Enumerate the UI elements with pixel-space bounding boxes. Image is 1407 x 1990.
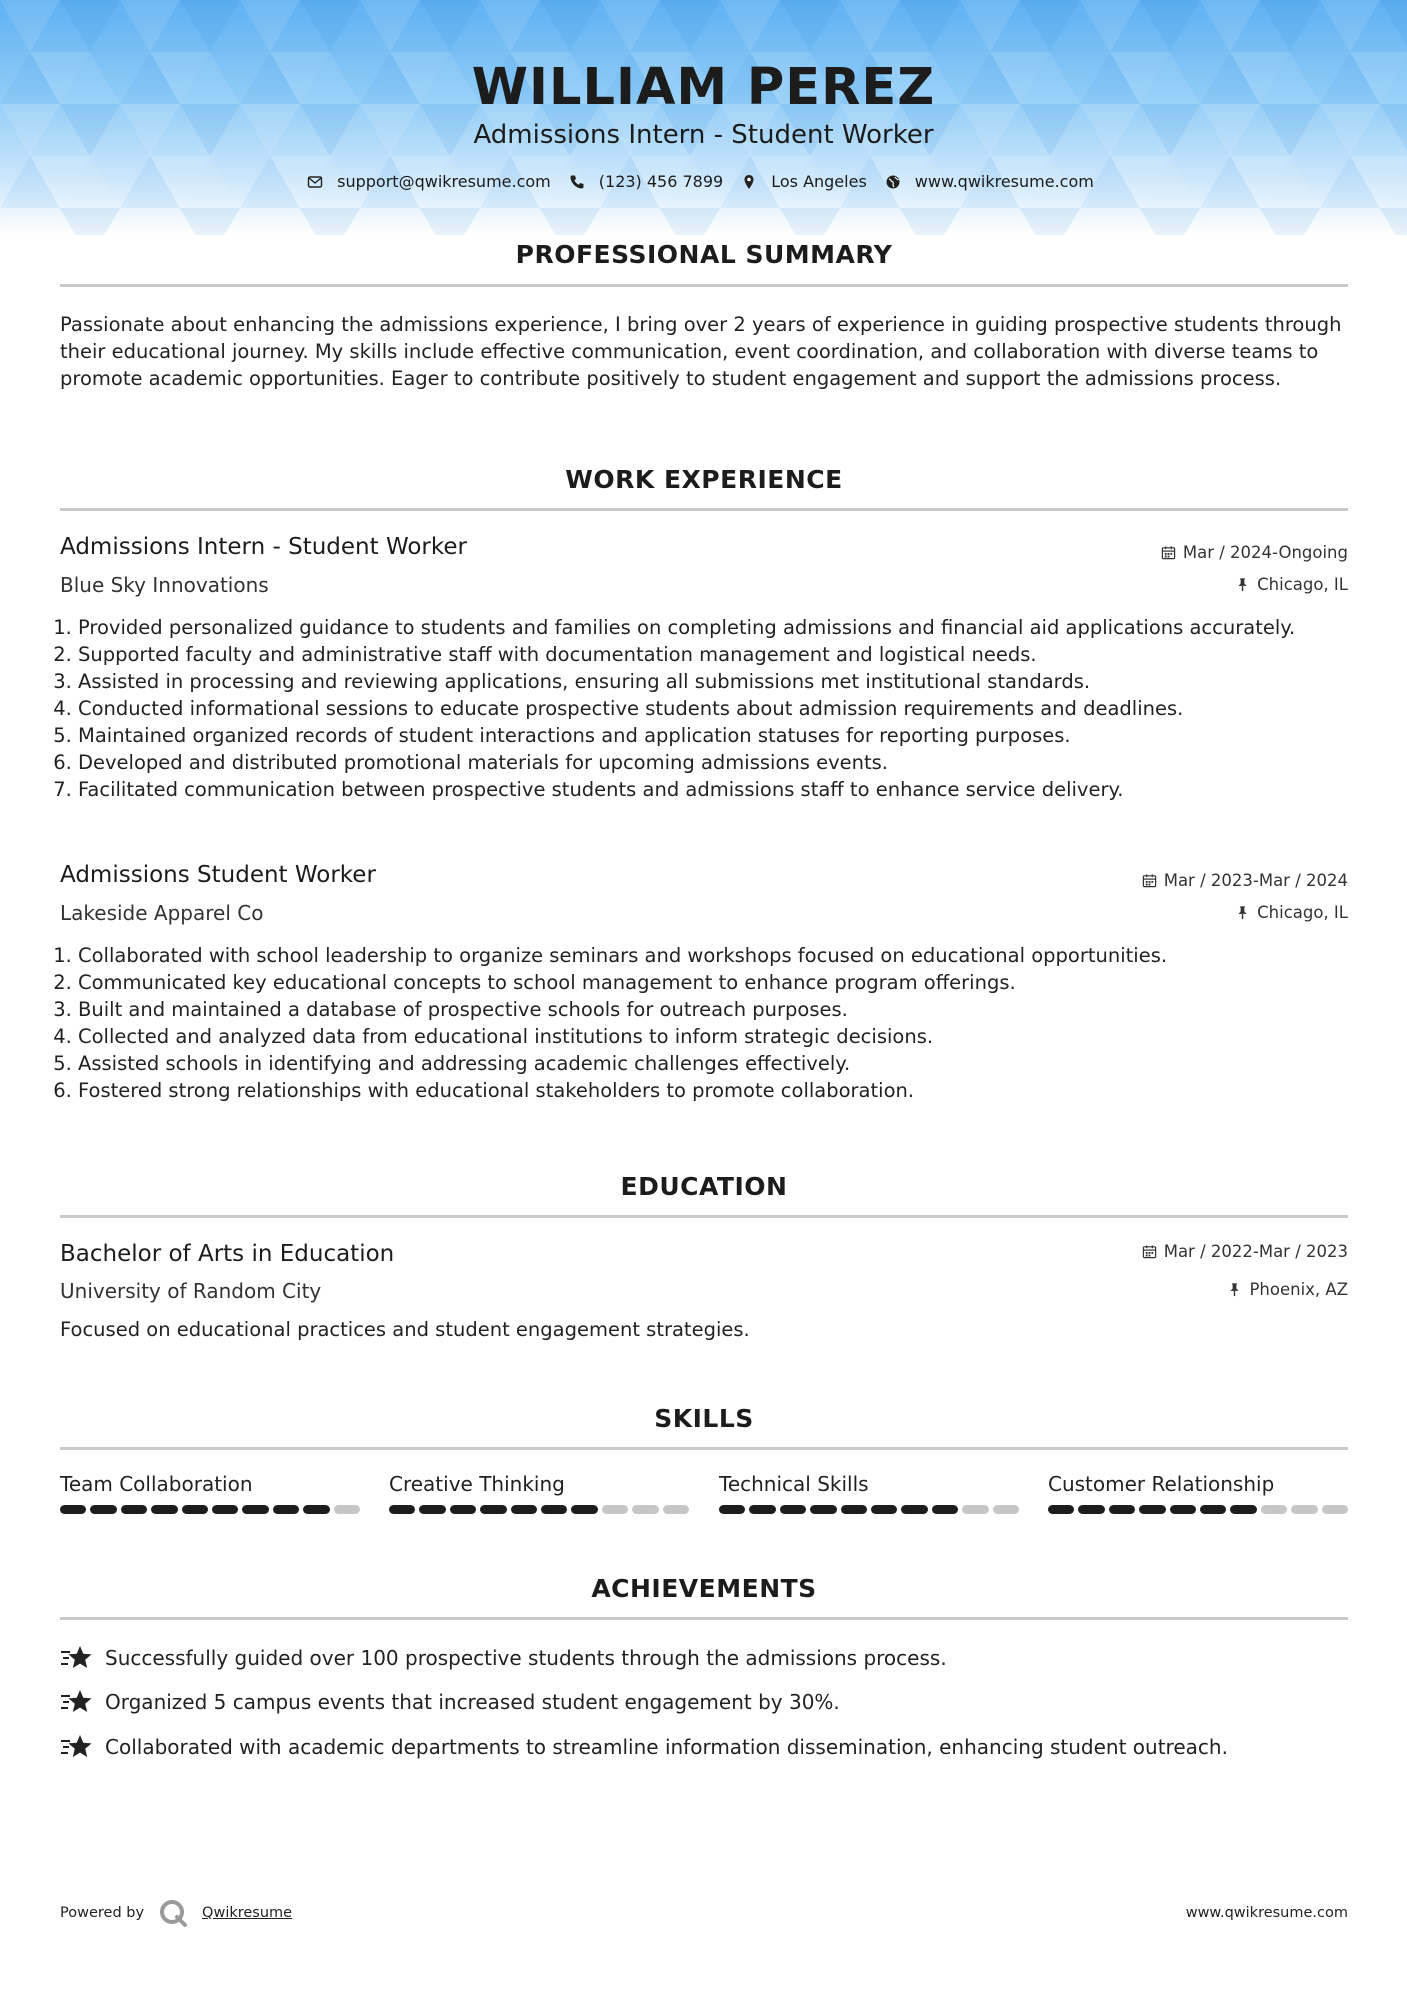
powered-by: [60, 1898, 292, 1928]
trophy-star-icon: [60, 1688, 93, 1716]
skill-segment-filled: [90, 1505, 116, 1514]
list-item: 7. Facilitated communication between prospective students and admissions staff to enhance service delivery.: [78, 776, 1338, 803]
job-company: Lakeside Apparel Co: [60, 901, 264, 925]
achievement-text: Collaborated with academic departments to streamline information dissemination, enhancing student outreach.: [105, 1735, 1228, 1759]
work-heading: WORK EXPERIENCE: [565, 465, 843, 494]
education-date: [1142, 1242, 1348, 1261]
skill-segment-empty: [1261, 1505, 1287, 1514]
list-item: 1. Collaborated with school leadership to organize seminars and workshops focused on educational opportunities.: [78, 942, 1338, 969]
summary-divider: [60, 284, 1348, 287]
list-item: 6. Fostered strong relationships with educational stakeholders to promote collaboration.: [78, 1077, 1338, 1104]
contact-location: [741, 172, 867, 191]
skill-segment-empty: [993, 1505, 1019, 1514]
list-item: 5. Maintained organized records of student interactions and application statuses for reporting purposes.: [78, 722, 1338, 749]
contact-phone-text: (123) 456 7899: [598, 172, 724, 191]
skill-segment-empty: [663, 1505, 689, 1514]
job-responsibilities: [60, 614, 1338, 803]
job-location: [1235, 575, 1348, 594]
summary-text: Passionate about enhancing the admissions experience, I bring over 2 years of experience in guiding prospective students through their educational journey. My skills include effective communication, event coordination, and collaboration with diverse teams to promote academic opportunities. Eager to contribute positively to student engagement and support the admissions process.: [60, 313, 1342, 390]
skill-segment-filled: [749, 1505, 775, 1514]
skill-segment-filled: [389, 1505, 415, 1514]
skill-meter: [719, 1505, 1019, 1514]
skill-segment-filled: [1230, 1505, 1256, 1514]
contact-email[interactable]: [307, 172, 551, 191]
job-location-text: Chicago, IL: [1257, 575, 1348, 594]
list-item: 4. Collected and analyzed data from educational institutions to inform strategic decisions.: [78, 1023, 1338, 1050]
skill-segment-filled: [151, 1505, 177, 1514]
education-description: Focused on educational practices and student engagement strategies.: [60, 1318, 750, 1341]
contact-location-text: Los Angeles: [771, 172, 867, 191]
list-item: 3. Assisted in processing and reviewing applications, ensuring all submissions met institutional standards.: [78, 668, 1338, 695]
skill-segment-filled: [212, 1505, 238, 1514]
skill-item: [389, 1472, 689, 1514]
job-location-text: Chicago, IL: [1257, 903, 1348, 922]
job-date: [1161, 543, 1348, 562]
skill-label: Creative Thinking: [389, 1472, 565, 1496]
trophy-star-icon: [60, 1733, 93, 1761]
skill-meter: [60, 1505, 360, 1514]
job-date-text: Mar / 2023-Mar / 2024: [1163, 871, 1348, 890]
skill-segment-filled: [182, 1505, 208, 1514]
skill-segment-filled: [871, 1505, 897, 1514]
skill-segment-filled: [901, 1505, 927, 1514]
qwikresume-logo-icon: [158, 1898, 188, 1928]
achievement-text: Successfully guided over 100 prospective students through the admissions process.: [105, 1646, 947, 1670]
skill-segment-filled: [1170, 1505, 1196, 1514]
skill-segment-filled: [1048, 1505, 1074, 1514]
map-pin-icon: [741, 174, 757, 190]
skill-item: [1048, 1472, 1348, 1514]
skill-segment-filled: [571, 1505, 597, 1514]
candidate-title: Admissions Intern - Student Worker: [473, 120, 934, 150]
skill-label: Technical Skills: [719, 1472, 869, 1496]
job-date: [1142, 871, 1348, 890]
skill-segment-filled: [810, 1505, 836, 1514]
skill-segment-empty: [632, 1505, 658, 1514]
skill-segment-filled: [480, 1505, 506, 1514]
skill-segment-empty: [1291, 1505, 1317, 1514]
candidate-name: WILLIAM PEREZ: [471, 58, 936, 117]
job-date-text: Mar / 2024-Ongoing: [1182, 543, 1348, 562]
calendar-icon: [1142, 873, 1157, 888]
header-banner: [0, 0, 1407, 235]
pushpin-icon: [1235, 905, 1250, 920]
trophy-star-icon: [60, 1644, 93, 1672]
skill-item: [719, 1472, 1019, 1514]
job-title: Admissions Intern - Student Worker: [60, 534, 467, 560]
list-item: 2. Supported faculty and administrative staff with documentation management and logistical needs.: [78, 641, 1338, 668]
pushpin-icon: [1235, 577, 1250, 592]
skill-segment-empty: [602, 1505, 628, 1514]
skill-segment-filled: [1200, 1505, 1226, 1514]
skill-segment-filled: [541, 1505, 567, 1514]
skill-segment-filled: [511, 1505, 537, 1514]
skill-segment-filled: [1109, 1505, 1135, 1514]
skill-label: Customer Relationship: [1048, 1472, 1275, 1496]
skill-segment-filled: [303, 1505, 329, 1514]
skill-segment-filled: [419, 1505, 445, 1514]
list-item: 2. Communicated key educational concepts to school management to enhance program offerings.: [78, 969, 1338, 996]
calendar-icon: [1142, 1244, 1157, 1259]
skill-label: Team Collaboration: [60, 1472, 253, 1496]
skill-segment-filled: [841, 1505, 867, 1514]
skill-segment-filled: [780, 1505, 806, 1514]
education-location-text: Phoenix, AZ: [1249, 1280, 1348, 1299]
skill-meter: [1048, 1505, 1348, 1514]
phone-icon: [569, 174, 585, 190]
skill-segment-filled: [1139, 1505, 1165, 1514]
footer-url[interactable]: www.qwikresume.com: [1185, 1905, 1348, 1921]
education-divider: [60, 1215, 1348, 1218]
envelope-icon: [307, 174, 323, 190]
achievement-item: [60, 1733, 1228, 1761]
job-company: Blue Sky Innovations: [60, 573, 269, 597]
job-responsibilities: [60, 942, 1338, 1104]
globe-icon: [885, 174, 901, 190]
education-location: [1227, 1280, 1348, 1299]
list-item: 6. Developed and distributed promotional materials for upcoming admissions events.: [78, 749, 1338, 776]
skill-segment-filled: [121, 1505, 147, 1514]
skill-segment-filled: [932, 1505, 958, 1514]
contact-phone[interactable]: [569, 172, 723, 191]
skill-segment-filled: [60, 1505, 86, 1514]
skill-segment-filled: [450, 1505, 476, 1514]
school-name: University of Random City: [60, 1279, 322, 1303]
skill-meter: [389, 1505, 689, 1514]
skill-segment-filled: [1078, 1505, 1104, 1514]
qwikresume-link[interactable]: Qwikresume: [202, 1905, 293, 1921]
job-location: [1235, 903, 1348, 922]
contact-website[interactable]: [885, 172, 1094, 191]
achievement-item: [60, 1688, 840, 1716]
list-item: 3. Built and maintained a database of prospective schools for outreach purposes.: [78, 996, 1338, 1023]
pushpin-icon: [1227, 1282, 1242, 1297]
list-item: 5. Assisted schools in identifying and addressing academic challenges effectively.: [78, 1050, 1338, 1077]
list-item: 4. Conducted informational sessions to educate prospective students about admission requirements and deadlines.: [78, 695, 1338, 722]
contact-email-text: support@qwikresume.com: [337, 172, 551, 191]
summary-heading: PROFESSIONAL SUMMARY: [515, 240, 893, 269]
education-heading: EDUCATION: [620, 1172, 788, 1201]
achievements-heading: ACHIEVEMENTS: [591, 1574, 817, 1603]
powered-by-label: Powered by: [60, 1905, 145, 1921]
skill-segment-filled: [242, 1505, 268, 1514]
skill-item: [60, 1472, 360, 1514]
skill-segment-empty: [1322, 1505, 1348, 1514]
calendar-icon: [1161, 545, 1176, 560]
skill-segment-filled: [719, 1505, 745, 1514]
education-date-text: Mar / 2022-Mar / 2023: [1163, 1242, 1348, 1261]
achievements-divider: [60, 1617, 1348, 1620]
achievement-item: [60, 1644, 947, 1672]
contact-website-text: www.qwikresume.com: [914, 172, 1094, 191]
skill-segment-filled: [273, 1505, 299, 1514]
skill-segment-empty: [334, 1505, 360, 1514]
work-divider: [60, 508, 1348, 511]
hexagon-pattern: [0, 0, 1407, 235]
skill-segment-empty: [962, 1505, 988, 1514]
skills-divider: [60, 1447, 1348, 1450]
job-title: Admissions Student Worker: [60, 862, 376, 888]
degree-title: Bachelor of Arts in Education: [60, 1241, 395, 1267]
contact-bar: [0, 172, 1407, 191]
skills-heading: SKILLS: [654, 1404, 754, 1433]
list-item: 1. Provided personalized guidance to students and families on completing admissions and financial aid applications accurately.: [78, 614, 1338, 641]
achievement-text: Organized 5 campus events that increased student engagement by 30%.: [105, 1690, 840, 1714]
